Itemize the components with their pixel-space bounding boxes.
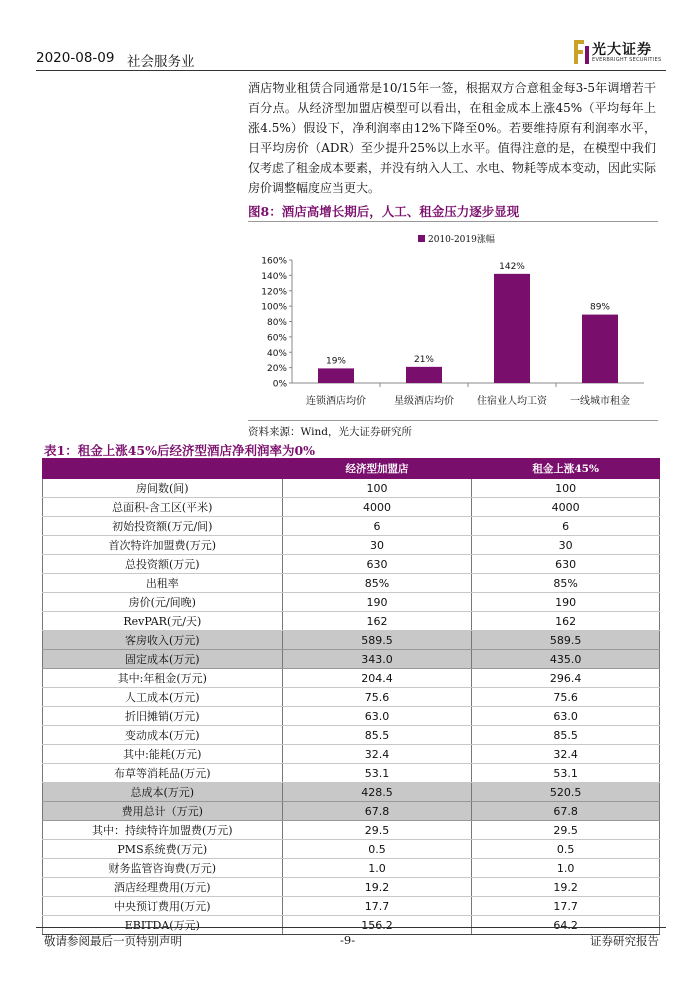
row-label-cell: 酒店经理费用(万元) <box>43 878 283 897</box>
value-cell-rent-up: 630 <box>472 555 660 574</box>
value-cell-base: 75.6 <box>282 688 472 707</box>
table-row <box>43 536 660 555</box>
y-tick-label: 80% <box>266 318 287 328</box>
table-row <box>43 479 660 498</box>
table-row <box>43 916 660 935</box>
value-cell-base: 100 <box>282 479 472 498</box>
footer-disclaimer: 敬请参阅最后一页特别声明 <box>44 934 182 948</box>
value-cell-rent-up: 85% <box>472 574 660 593</box>
table-row <box>43 783 660 802</box>
value-cell-base: 17.7 <box>282 897 472 916</box>
value-cell-rent-up: 29.5 <box>472 821 660 840</box>
body-paragraph: 酒店物业租赁合同通常是10/15年一签，根据双方合意租金每3-5年调增若干百分点。从经济型加盟店模型可以看出，在租金成本上涨45%（平均每年上涨4.5%）假设下，净利润率由12%下降至0%。若要维持原有利润率水平，日平均房价（ADR）至少提升25%以上水平。值得注意的是，在模型中我们仅考虑了租金成本要素，并没有纳入人工、水电、物耗等成本变动，因此实际房价调整幅度应当更大。 <box>248 81 657 195</box>
table-row <box>43 707 660 726</box>
figure-title-rule <box>248 221 658 222</box>
table-row <box>43 498 660 517</box>
value-cell-rent-up: 19.2 <box>472 878 660 897</box>
table-row <box>43 840 660 859</box>
table-row <box>43 726 660 745</box>
y-tick-label: 100% <box>261 302 287 313</box>
row-label-cell: RevPAR(元/天) <box>43 612 283 631</box>
bar-value-label: 142% <box>499 261 525 272</box>
value-cell-base: 190 <box>282 593 472 612</box>
logo-mark-icon <box>572 38 590 66</box>
row-label-cell: 变动成本(万元) <box>43 726 283 745</box>
row-label-cell: 其中:能耗(万元) <box>43 745 283 764</box>
table-row <box>43 859 660 878</box>
value-cell-base: 162 <box>282 612 472 631</box>
y-tick-label: 0% <box>272 379 287 390</box>
value-cell-base: 32.4 <box>282 745 472 764</box>
value-cell-base: 589.5 <box>282 631 472 650</box>
bar-value-label: 21% <box>413 354 435 365</box>
bar-value-label: 19% <box>325 356 347 367</box>
value-cell-base: 6 <box>282 517 472 536</box>
value-cell-rent-up: 67.8 <box>472 802 660 821</box>
row-label-cell: 其中:年租金(万元) <box>43 669 283 688</box>
value-cell-rent-up: 64.2 <box>472 916 660 935</box>
row-label-cell: 中央预订费用(万元) <box>43 897 283 916</box>
table-header-cell: 经济型加盟店 <box>282 459 472 479</box>
row-label-cell: 财务监管咨询费(万元) <box>43 859 283 878</box>
value-cell-base: 53.1 <box>282 764 472 783</box>
value-cell-base: 156.2 <box>282 916 472 935</box>
value-cell-rent-up: 435.0 <box>472 650 660 669</box>
value-cell-rent-up: 4000 <box>472 498 660 517</box>
row-label-cell: EBITDA(万元) <box>43 916 283 935</box>
table-header-cell <box>43 459 283 479</box>
value-cell-base: 29.5 <box>282 821 472 840</box>
table-row <box>43 764 660 783</box>
value-cell-base: 19.2 <box>282 878 472 897</box>
table-row <box>43 593 660 612</box>
value-cell-base: 630 <box>282 555 472 574</box>
row-label-cell: 布草等消耗品(万元) <box>43 764 283 783</box>
table-row <box>43 688 660 707</box>
value-cell-base: 85.5 <box>282 726 472 745</box>
table-row <box>43 612 660 631</box>
logo-subtext: EVERBRIGHT SECURITIES <box>592 57 662 63</box>
x-category-label: 一线城市租金 <box>570 396 630 407</box>
y-tick-label: 20% <box>266 364 287 375</box>
x-category-label: 住宿业人均工资 <box>477 396 547 407</box>
row-label-cell: 房间数(间) <box>43 479 283 498</box>
value-cell-rent-up: 17.7 <box>472 897 660 916</box>
bar <box>494 274 530 383</box>
value-cell-rent-up: 520.5 <box>472 783 660 802</box>
value-cell-base: 85% <box>282 574 472 593</box>
bar-value-label: 89% <box>589 302 611 313</box>
y-tick-label: 60% <box>266 333 287 344</box>
value-cell-rent-up: 0.5 <box>472 840 660 859</box>
row-label-cell: 固定成本(万元) <box>43 650 283 669</box>
value-cell-rent-up: 30 <box>472 536 660 555</box>
table-header-cell: 租金上涨45% <box>472 459 660 479</box>
row-label-cell: 出租率 <box>43 574 283 593</box>
row-label-cell: 房价(元/间晚) <box>43 593 283 612</box>
value-cell-rent-up: 6 <box>472 517 660 536</box>
page-number: -9- <box>340 933 356 947</box>
value-cell-base: 30 <box>282 536 472 555</box>
bar-chart <box>248 224 658 418</box>
value-cell-base: 4000 <box>282 498 472 517</box>
table-row <box>43 574 660 593</box>
header-date: 2020-08-09 <box>36 50 115 66</box>
bar <box>318 368 354 383</box>
table-row <box>43 650 660 669</box>
company-logo <box>572 38 672 68</box>
financial-table <box>42 458 660 935</box>
header-rule <box>36 70 666 71</box>
figure-title: 图8：酒店高增长期后，人工、租金压力逐步显现 <box>248 204 520 219</box>
footer-rule <box>36 927 666 928</box>
value-cell-rent-up: 63.0 <box>472 707 660 726</box>
table-row <box>43 555 660 574</box>
row-label-cell: 初始投资额(万元/间) <box>43 517 283 536</box>
y-tick-label: 40% <box>266 348 287 359</box>
value-cell-base: 343.0 <box>282 650 472 669</box>
value-cell-base: 67.8 <box>282 802 472 821</box>
x-category-label: 星级酒店均价 <box>394 396 454 407</box>
value-cell-rent-up: 190 <box>472 593 660 612</box>
legend-label: 2010-2019涨幅 <box>428 235 495 245</box>
value-cell-rent-up: 100 <box>472 479 660 498</box>
bar <box>582 315 618 383</box>
value-cell-base: 428.5 <box>282 783 472 802</box>
value-cell-base: 63.0 <box>282 707 472 726</box>
row-label-cell: 总面积-含工区(平米) <box>43 498 283 517</box>
table-header-row <box>43 459 660 479</box>
value-cell-base: 0.5 <box>282 840 472 859</box>
value-cell-rent-up: 1.0 <box>472 859 660 878</box>
y-tick-label: 140% <box>261 271 287 282</box>
row-label-cell: 首次特许加盟费(万元) <box>43 536 283 555</box>
row-label-cell: 总投资额(万元) <box>43 555 283 574</box>
footer-report-type: 证券研究报告 <box>590 934 659 948</box>
bar <box>406 367 442 383</box>
figure-source-rule <box>248 420 658 421</box>
table-row <box>43 631 660 650</box>
value-cell-rent-up: 85.5 <box>472 726 660 745</box>
value-cell-rent-up: 589.5 <box>472 631 660 650</box>
row-label-cell: 人工成本(万元) <box>43 688 283 707</box>
logo-text: 光大证券 <box>592 42 652 58</box>
table-title: 表1：租金上涨45%后经济型酒店净利润率为0% <box>44 443 316 458</box>
legend-swatch <box>418 235 425 242</box>
table-row <box>43 897 660 916</box>
table-row <box>43 821 660 840</box>
row-label-cell: 总成本(万元) <box>43 783 283 802</box>
row-label-cell: PMS系统费(万元) <box>43 840 283 859</box>
y-tick-label: 160% <box>261 256 287 267</box>
header-sector: 社会服务业 <box>127 54 195 70</box>
table-row <box>43 669 660 688</box>
table-row <box>43 878 660 897</box>
table-row <box>43 745 660 764</box>
y-tick-label: 120% <box>261 287 287 298</box>
value-cell-base: 1.0 <box>282 859 472 878</box>
value-cell-rent-up: 296.4 <box>472 669 660 688</box>
value-cell-rent-up: 75.6 <box>472 688 660 707</box>
table-row <box>43 802 660 821</box>
x-category-label: 连锁酒店均价 <box>306 396 366 407</box>
row-label-cell: 客房收入(万元) <box>43 631 283 650</box>
row-label-cell: 折旧摊销(万元) <box>43 707 283 726</box>
figure-source: 资料来源：Wind，光大证券研究所 <box>248 426 412 438</box>
row-label-cell: 其中：持续特许加盟费(万元) <box>43 821 283 840</box>
row-label-cell: 费用总计（万元) <box>43 802 283 821</box>
value-cell-base: 204.4 <box>282 669 472 688</box>
value-cell-rent-up: 53.1 <box>472 764 660 783</box>
table-row <box>43 517 660 536</box>
value-cell-rent-up: 32.4 <box>472 745 660 764</box>
value-cell-rent-up: 162 <box>472 612 660 631</box>
